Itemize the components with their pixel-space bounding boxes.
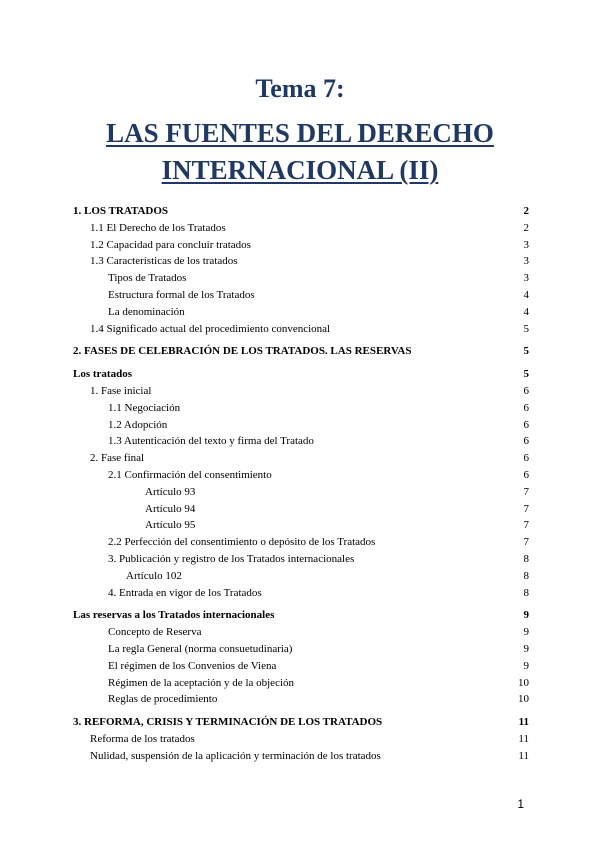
toc-entry-text: 4. Entrada en vigor de los Tratados bbox=[108, 586, 262, 599]
toc-entry[interactable] bbox=[73, 304, 529, 321]
toc-entry[interactable] bbox=[73, 675, 529, 692]
toc-entry-text: Reforma de los tratados bbox=[90, 732, 195, 745]
toc-entry-page: 4 bbox=[523, 288, 529, 301]
toc-entry[interactable] bbox=[73, 253, 529, 270]
toc-entry-text: Reglas de procedimiento bbox=[108, 693, 218, 706]
toc-entry-text: Concepto de Reserva bbox=[108, 626, 202, 639]
toc-entry-page: 6 bbox=[523, 435, 529, 448]
toc-entry-text: 2.1 Confirmación del consentimiento bbox=[108, 468, 272, 481]
toc-entry-text: 1.1 El Derecho de los Tratados bbox=[90, 221, 226, 234]
toc-entry[interactable] bbox=[73, 501, 529, 518]
toc-entry[interactable] bbox=[73, 287, 529, 304]
toc-entry-page: 7 bbox=[523, 536, 529, 549]
subtitle-line-2: INTERNACIONAL (II) bbox=[161, 155, 439, 185]
toc-entry[interactable] bbox=[73, 607, 529, 624]
toc-entry-page: 8 bbox=[523, 552, 529, 565]
toc-entry-text: Estructura formal de los Tratados bbox=[108, 288, 255, 301]
toc-entry[interactable] bbox=[73, 321, 529, 338]
toc-entry-page: 5 bbox=[523, 322, 529, 335]
toc-entry[interactable] bbox=[73, 400, 529, 417]
toc-entry-text: 2. FASES DE CELEBRACIÓN DE LOS TRATADOS. LAS RESERVAS bbox=[73, 345, 412, 358]
toc-entry-page: 2 bbox=[523, 221, 529, 234]
toc-entry[interactable] bbox=[73, 714, 529, 731]
toc-entry[interactable] bbox=[73, 624, 529, 641]
subtitle-line-1: LAS FUENTES DEL DERECHO bbox=[106, 118, 494, 148]
toc-entry-page: 7 bbox=[523, 502, 529, 515]
toc-entry[interactable] bbox=[73, 383, 529, 400]
toc-entry-text: Nulidad, suspensión de la aplicación y terminación de los tratados bbox=[90, 749, 381, 762]
toc-entry[interactable] bbox=[73, 585, 529, 602]
toc-entry[interactable] bbox=[73, 203, 529, 220]
toc-entry-page: 5 bbox=[523, 345, 529, 358]
toc-entry-text: Las reservas a los Tratados internacionales bbox=[73, 609, 275, 622]
toc-entry-page: 9 bbox=[523, 642, 529, 655]
toc-entry-text: Artículo 94 bbox=[145, 502, 196, 515]
toc-entry-text: La regla General (norma consuetudinaria) bbox=[108, 642, 293, 655]
toc-entry-text: 3. Publicación y registro de los Tratados internacionales bbox=[108, 552, 355, 565]
toc-entry-page: 9 bbox=[523, 609, 529, 622]
toc-entry-page: 11 bbox=[518, 716, 529, 729]
toc-entry-text: Artículo 102 bbox=[126, 569, 182, 582]
toc-entry[interactable] bbox=[73, 748, 529, 765]
toc-entry-page: 11 bbox=[518, 732, 529, 745]
toc-entry-page: 6 bbox=[523, 401, 529, 414]
toc-entry[interactable] bbox=[73, 517, 529, 534]
toc-entry-text: 2.2 Perfección del consentimiento o depósito de los Tratados bbox=[108, 536, 376, 549]
toc-entry-text: 1. Fase inicial bbox=[90, 384, 152, 397]
toc-entry[interactable] bbox=[73, 484, 529, 501]
toc-entry-text: 1.3 Autenticación del texto y firma del Tratado bbox=[108, 435, 314, 448]
toc-entry-text: 1.1 Negociación bbox=[108, 401, 181, 414]
toc-entry-page: 7 bbox=[523, 485, 529, 498]
toc-entry-page: 6 bbox=[523, 452, 529, 465]
toc-entry-text: El régimen de los Convenios de Viena bbox=[108, 659, 277, 672]
toc-entry-text: Artículo 95 bbox=[145, 519, 196, 532]
page-number: 1 bbox=[517, 797, 524, 811]
toc-entry[interactable] bbox=[73, 433, 529, 450]
toc-entry-page: 3 bbox=[523, 238, 529, 251]
toc-entry-text: 1. LOS TRATADOS bbox=[73, 205, 169, 217]
toc-entry-text: Los tratados bbox=[73, 368, 132, 381]
toc-entry[interactable] bbox=[73, 417, 529, 434]
toc-entry[interactable] bbox=[73, 568, 529, 585]
toc-entry[interactable] bbox=[73, 691, 529, 708]
toc-entry-text: 1.3 Características de los tratados bbox=[90, 255, 238, 268]
toc-entry-text: 1.2 Adopción bbox=[108, 418, 168, 431]
toc-entry-text: 3. REFORMA, CRISIS Y TERMINACIÓN DE LOS TRATADOS bbox=[73, 716, 383, 729]
toc-entry-page: 10 bbox=[518, 693, 529, 706]
toc-entry-text: Tipos de Tratados bbox=[108, 272, 187, 285]
toc-entry-page: 6 bbox=[523, 384, 529, 397]
toc-entry-page: 6 bbox=[523, 418, 529, 431]
toc-entry-text: Artículo 93 bbox=[145, 485, 196, 498]
toc-entry-page: 3 bbox=[523, 272, 529, 285]
toc-entry[interactable] bbox=[73, 658, 529, 675]
table-of-contents bbox=[73, 203, 529, 765]
toc-entry-page: 3 bbox=[523, 255, 529, 268]
toc-entry[interactable] bbox=[73, 366, 529, 383]
toc-entry-page: 2 bbox=[523, 205, 529, 217]
toc-entry[interactable] bbox=[73, 237, 529, 254]
toc-entry[interactable] bbox=[73, 343, 529, 360]
toc-entry-page: 9 bbox=[523, 659, 529, 672]
toc-entry-text: 2. Fase final bbox=[90, 452, 145, 465]
toc-entry[interactable] bbox=[73, 270, 529, 287]
toc-entry-page: 10 bbox=[518, 676, 529, 689]
toc-entry[interactable] bbox=[73, 551, 529, 568]
toc-entry[interactable] bbox=[73, 450, 529, 467]
toc-entry-page: 7 bbox=[523, 519, 529, 532]
toc-entry-text: La denominación bbox=[108, 305, 185, 318]
toc-entry-page: 6 bbox=[523, 468, 529, 481]
toc-entry-text: 1.4 Significado actual del procedimiento convencional bbox=[90, 322, 331, 335]
document-title: Tema 7: bbox=[255, 74, 345, 103]
toc-entry-page: 8 bbox=[523, 569, 529, 582]
toc-entry-text: 1.2 Capacidad para concluir tratados bbox=[90, 238, 251, 251]
toc-entry-page: 9 bbox=[523, 626, 529, 639]
toc-entry[interactable] bbox=[73, 467, 529, 484]
toc-entry-page: 8 bbox=[523, 586, 529, 599]
toc-entry[interactable] bbox=[73, 731, 529, 748]
toc-entry-page: 11 bbox=[518, 749, 529, 762]
toc-entry[interactable] bbox=[73, 641, 529, 658]
toc-entry-text: Régimen de la aceptación y de la objeción bbox=[108, 676, 295, 689]
toc-entry[interactable] bbox=[73, 534, 529, 551]
toc-entry-page: 5 bbox=[523, 368, 529, 381]
toc-entry[interactable] bbox=[73, 220, 529, 237]
toc-entry-page: 4 bbox=[523, 305, 529, 318]
document-subtitle bbox=[0, 115, 600, 189]
